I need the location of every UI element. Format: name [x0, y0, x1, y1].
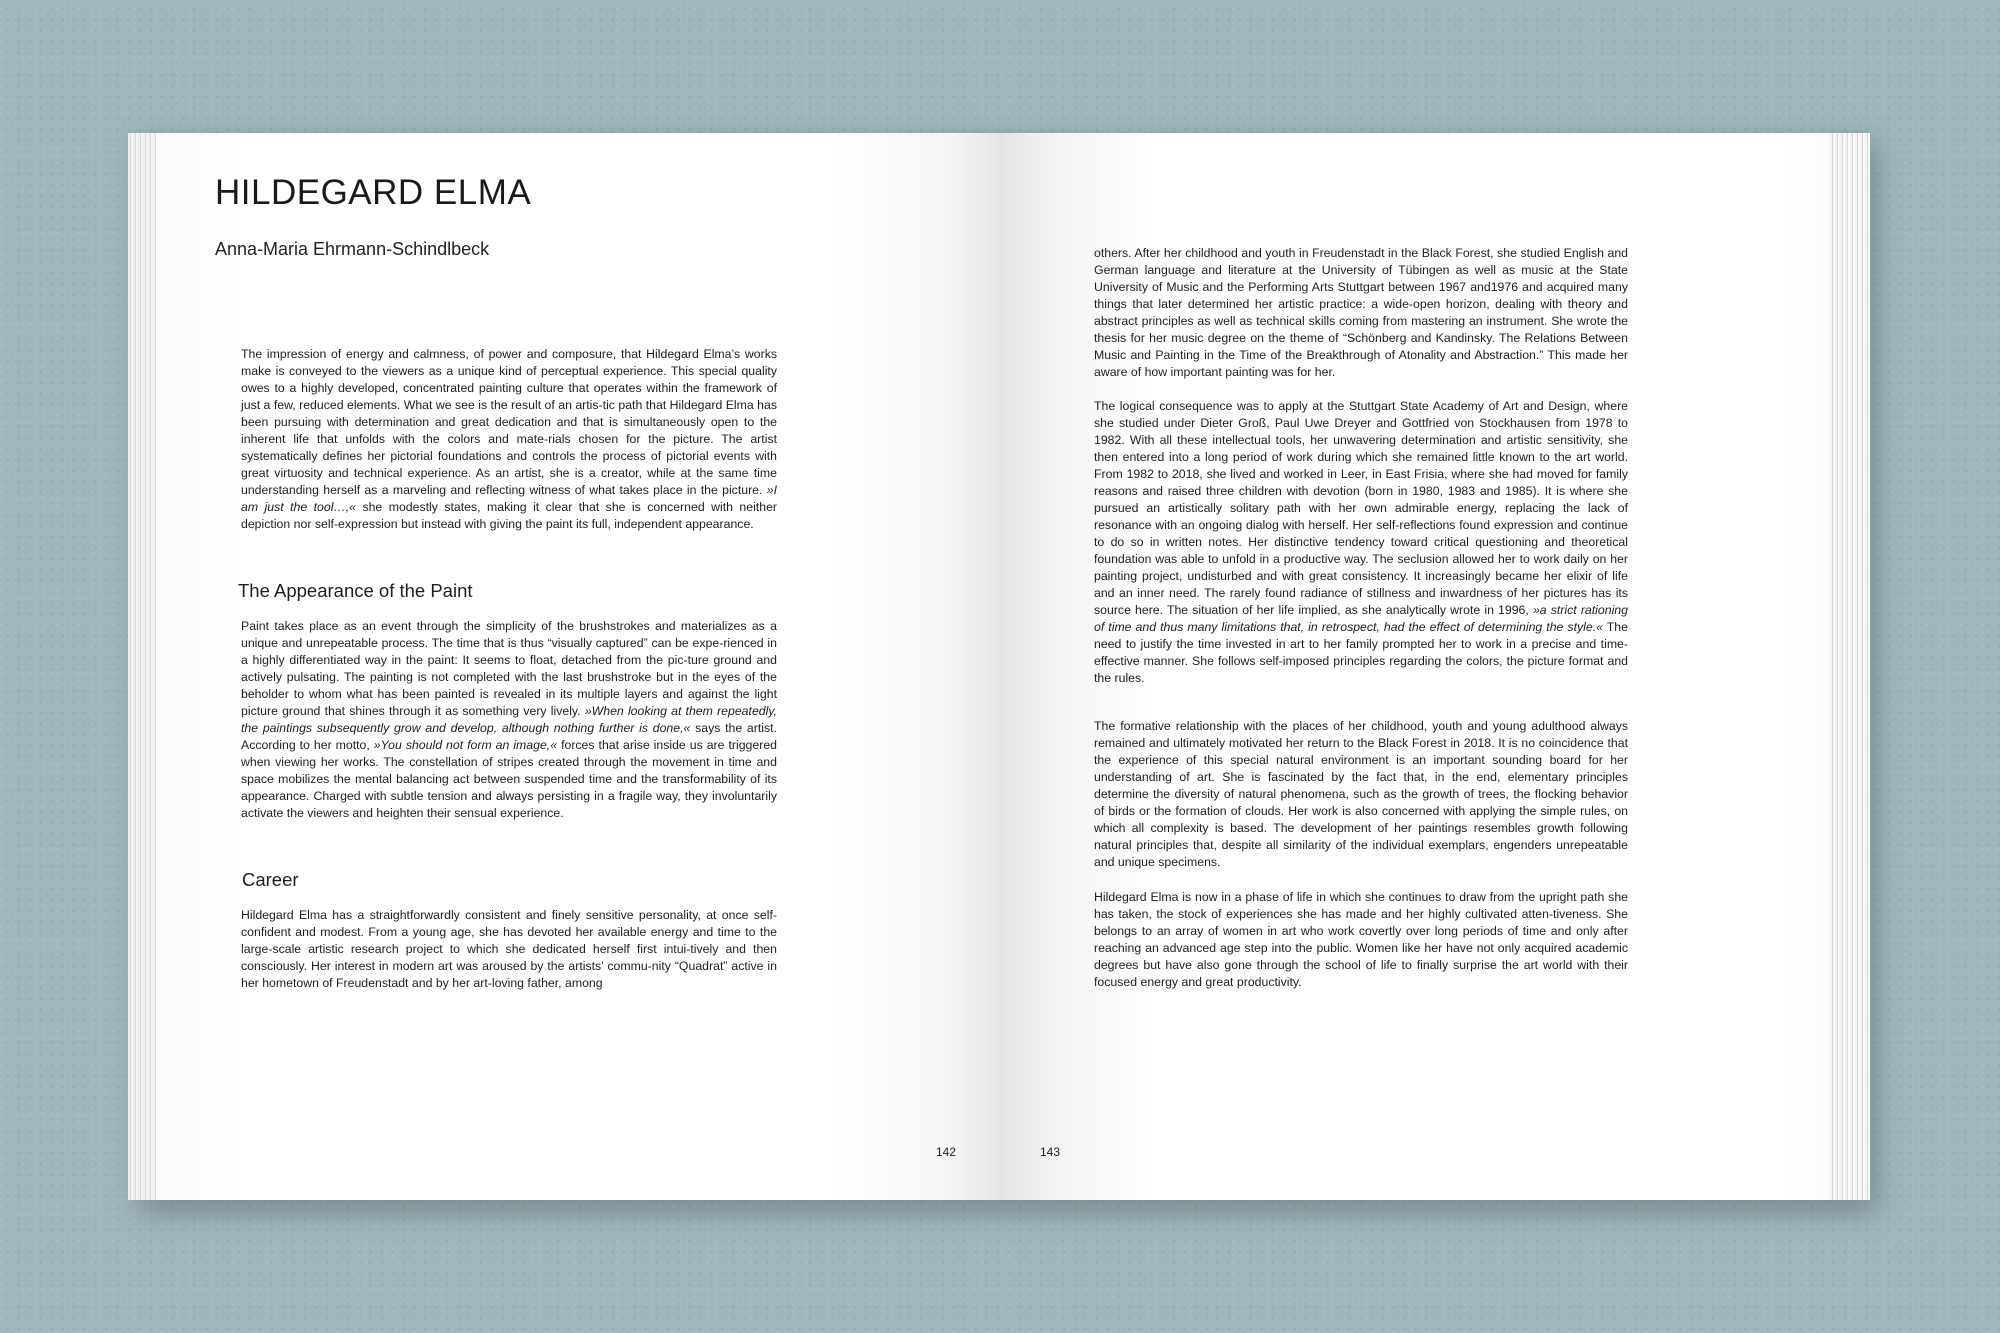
intro-paragraph — [241, 346, 777, 533]
career-paragraph: Hildegard Elma has a straightforwardly consistent and finely sensitive personality, at once self-confident and modest. From a young age, she has devoted her available energy and time to the large-scale artistic research project to which she dedicated herself first intui-tively and then consciously. Her interest in modern art was aroused by the artists’ commu-nity “Quadrat” active in her hometown of Freudenstadt and by her art-loving father, among — [241, 908, 777, 990]
page-number-left: 142 — [936, 1145, 957, 1159]
section-heading-appearance: The Appearance of the Paint — [238, 580, 473, 601]
appearance-text: Paint takes place as an event through the simplicity of the brushstrokes and materializes as a unique and unrepeatable process. The time that is thus “visually captured” can be expe-rienced in a highly differentiated way in the paint: It seems to float, detached from the pic-ture ground and actively pulsating. The painting is not completed with the last brushstroke but in the eyes of the beholder to whom what has been painted is revealed in its multiple layers and against the light picture ground that shines through it as something very lively. — [241, 619, 777, 718]
closing-paragraph: Hildegard Elma is now in a phase of life in which she continues to draw from the upright path she has taken, the stock of experiences she has made and her highly cultivated atten-tiveness. She belongs to an array of women in art who work covertly over long periods of time and only after reaching an advanced age step into the public. Women like her have not only acquired academic degrees but have also gone through the school of life to finally surprise the art world with their focused energy and great productivity. — [1094, 890, 1628, 989]
page-number-right: 143 — [1040, 1145, 1061, 1159]
right-page — [1000, 133, 1870, 1200]
page-edges-left — [128, 133, 156, 1200]
open-book — [128, 133, 1870, 1200]
career-continued-paragraph: others. After her childhood and youth in Freudenstadt in the Black Forest, she studied English and German language and literature at the University of Tübingen as well as music at the State University of Music and the Performing Arts Stuttgart between 1967 and1976 and acquired many things that later determined her artistic practice: a wide-open horizon, dealing with theory and abstract principles as well as technical skills coming from mastering an instrument. She wrote the thesis for her music degree on the theme of “Schönberg and Kandinsky. The Relations Between Music and Painting in the Time of the Breakthrough of Atonality and Abstraction.” This made her aware of how important painting was for her. — [1094, 246, 1628, 379]
black-forest-paragraph: The formative relationship with the places of her childhood, youth and young adulthood always remained and ultimately motivated her return to the Black Forest in 2018. It is no coincidence that the experience of this special natural environment is an important sounding board for her understanding of art. She is fascinated by the fact that, in the end, elementary principles determine the diversity of natural phenomena, such as the growth of trees, the flocking behavior of birds or the formation of clouds. Her work is also concerned with applying the simple rules, on which all complexity is based. The development of her paintings resembles growth following natural principles that, despite all similarity of the individual exemplars, engenders unrepeatable and unique specimens. — [1094, 719, 1628, 869]
section-heading-career: Career — [242, 869, 299, 890]
academy-quote: »a strict rationing of time and thus many limitations that, in retrospect, had the effect of determining the style.« — [1094, 603, 1628, 634]
intro-end-text: she modestly states, making it clear that she is concerned with neither depiction nor self-expression but instead with giving the paint its full, independent appearance. — [241, 500, 777, 531]
page-edges-right — [1830, 133, 1870, 1200]
appearance-paragraph — [241, 618, 777, 822]
academy-text: The logical consequence was to apply at the Stuttgart State Academy of Art and Design, where she studied under Dieter Groß, Paul Uwe Dreyer and Gottfried von Stockhausen from 1978 to 1982. With all these intellectual tools, her unwavering determination and artistic sensitivity, she then entered into a long period of work during which she remained little known to the art world. From 1982 to 2018, she lived and worked in Leer, in East Frisia, where she had moved for family reasons and raised three children with devotion (born in 1980, 1983 and 1985). It is where she pursued an artistically solitary path with her own admirable energy, replacing the lack of resonance with an ongoing dialog with herself. Her self-reflections found expression and continue to do so in written notes. Her distinctive tendency toward critical questioning and theoretical foundation was able to unfold in a productive way. The seclusion allowed her to work daily on her painting project, undisturbed and with great consistency. It increasingly became her elixir of life and an inner need. The rarely found radiance of stillness and inwardness of her pictures has its source here. The situation of her life implied, as she analytically wrote in 1996, — [1094, 399, 1628, 617]
appearance-end-text: forces that arise inside us are triggered when viewing her works. The constellation of stripes created through the movement in time and space mobilizes the mental balancing act between suspended time and the transformability of its appearance. Charged with subtle tension and always persisting in a fragile way, they involuntarily activate the viewers and heighten their sensual experience. — [241, 738, 777, 820]
academy-paragraph — [1094, 398, 1628, 687]
left-page — [128, 133, 1000, 1200]
appearance-quote-2: »You should not form an image,« — [373, 738, 558, 752]
article-author: Anna-Maria Ehrmann-Schindlbeck — [215, 239, 490, 259]
appearance-mid-text: says the artist. According to her motto, — [241, 721, 777, 752]
appearance-quote-1: »When looking at them repeatedly, the paintings subsequently grow and develop, although nothing further is done,« — [241, 704, 778, 735]
intro-text: The impression of energy and calmness, of power and composure, that Hildegard Elma’s works make is conveyed to the viewers as a unique kind of perceptual experience. This special quality owes to a highly developed, concentrated painting culture that operates within the framework of just a few, reduced elements. What we see is the result of an artis-tic path that Hildegard Elma has been pursuing with determination and great dedication and that is simultaneously open to the inherent life that unfolds with the colors and mate-rials chosen for the picture. The artist systematically defines her pictorial foundations and controls the process of pictorial events with great virtuosity and technical experience. As an artist, she is a creator, while at the same time understanding herself as a marveling and reflecting witness of what takes place in the picture. — [241, 347, 777, 497]
article-title: HILDEGARD ELMA — [215, 173, 532, 212]
intro-quote: »I am just the tool…,« — [241, 483, 777, 514]
academy-end-text: The need to justify the time invested in art to her family prompted her to work in a precise and time-effective manner. She follows self-imposed principles regarding the colors, the picture format and the rules. — [1094, 620, 1628, 685]
